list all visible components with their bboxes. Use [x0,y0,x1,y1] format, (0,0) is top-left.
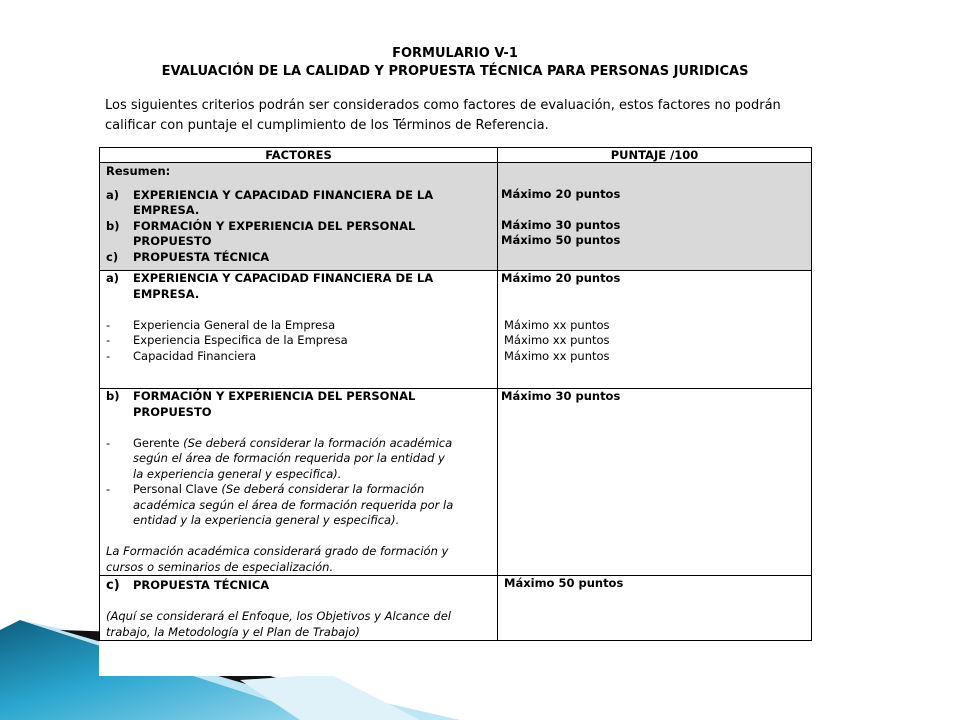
form-subtitle: EVALUACIÓN DE LA CALIDAD Y PROPUESTA TÉCNICA PARA PERSONAS JURIDICAS [161,64,749,79]
intro-paragraph: Los siguientes criterios podrán ser considerados como factores de evaluación, estos factores no podrán calificar con puntaje el cumplimiento de los Términos de Referencia. [105,98,781,133]
section-b-points: Máximo 30 puntos [501,389,621,403]
summary-points-c: Máximo 50 puntos [501,233,621,247]
section-c-factors-cell [100,576,498,641]
section-a-item-points: Máximo xx puntos [504,348,610,363]
summary-factors-cell [100,163,498,271]
section-a-row [100,271,812,389]
section-b-footnote: La Formación académica considerará grado de formación y cursos o seminarios de especialización. [106,544,449,574]
section-a-item: - Experiencia Especifica de la Empresa [106,333,348,347]
summary-row [100,163,812,271]
section-b-row [100,389,812,576]
summary-points-b: Máximo 30 puntos [501,217,621,232]
section-a-item-points: Máximo xx puntos [504,317,610,332]
section-a-item: - Experiencia General de la Empresa [106,317,336,332]
evaluation-table [99,147,812,641]
section-a-item-points: Máximo xx puntos [504,333,610,347]
summary-item-c: c) PROPUESTA TÉCNICA [106,249,270,264]
section-b-points-cell [498,389,812,576]
section-c-row [100,576,812,641]
section-c-note: (Aquí se considerará el Enfoque, los Objetivos y Alcance del trabajo, la Metodología y el Plan de Trabajo) [106,609,451,639]
section-a-points-cell [498,271,812,389]
section-b-item-personal-clave: - Personal Clave (Se deberá considerar la formación académica según el área de formación requerida por la entidad y la experiencia general y especifica). [106,482,454,527]
table-header-row [100,148,812,163]
section-a-points: Máximo 20 puntos [501,271,621,285]
section-a-heading: a) EXPERIENCIA Y CAPACIDAD FINANCIERA DE LA EMPRESA. [106,271,434,301]
section-b-heading: b) FORMACIÓN Y EXPERIENCIA DEL PERSONAL PROPUESTO [106,389,416,419]
section-c-heading: c) PROPUESTA TÉCNICA [106,578,270,593]
section-b-factors-cell [100,389,498,576]
header-factores: FACTORES [100,148,498,163]
summary-points-a: Máximo 20 puntos [501,186,621,201]
section-c-points-cell [498,576,812,641]
summary-item-a: a) EXPERIENCIA Y CAPACIDAD FINANCIERA DE LA EMPRESA. [106,187,434,217]
section-a-factors-cell [100,271,498,389]
summary-label: Resumen: [106,164,171,178]
section-c-points: Máximo 50 puntos [504,576,624,590]
summary-item-b: b) FORMACIÓN Y EXPERIENCIA DEL PERSONAL PROPUESTO [106,218,416,248]
section-a-item: - Capacidad Financiera [106,348,257,363]
form-sheet [99,40,811,676]
summary-points-cell [498,163,812,271]
form-title: FORMULARIO V-1 [392,46,518,61]
section-b-item-gerente: - Gerente (Se deberá considerar la formación académica según el área de formación requerida por la entidad y la experiencia general y especifica). [106,435,453,481]
header-puntaje: PUNTAJE /100 [498,148,812,163]
